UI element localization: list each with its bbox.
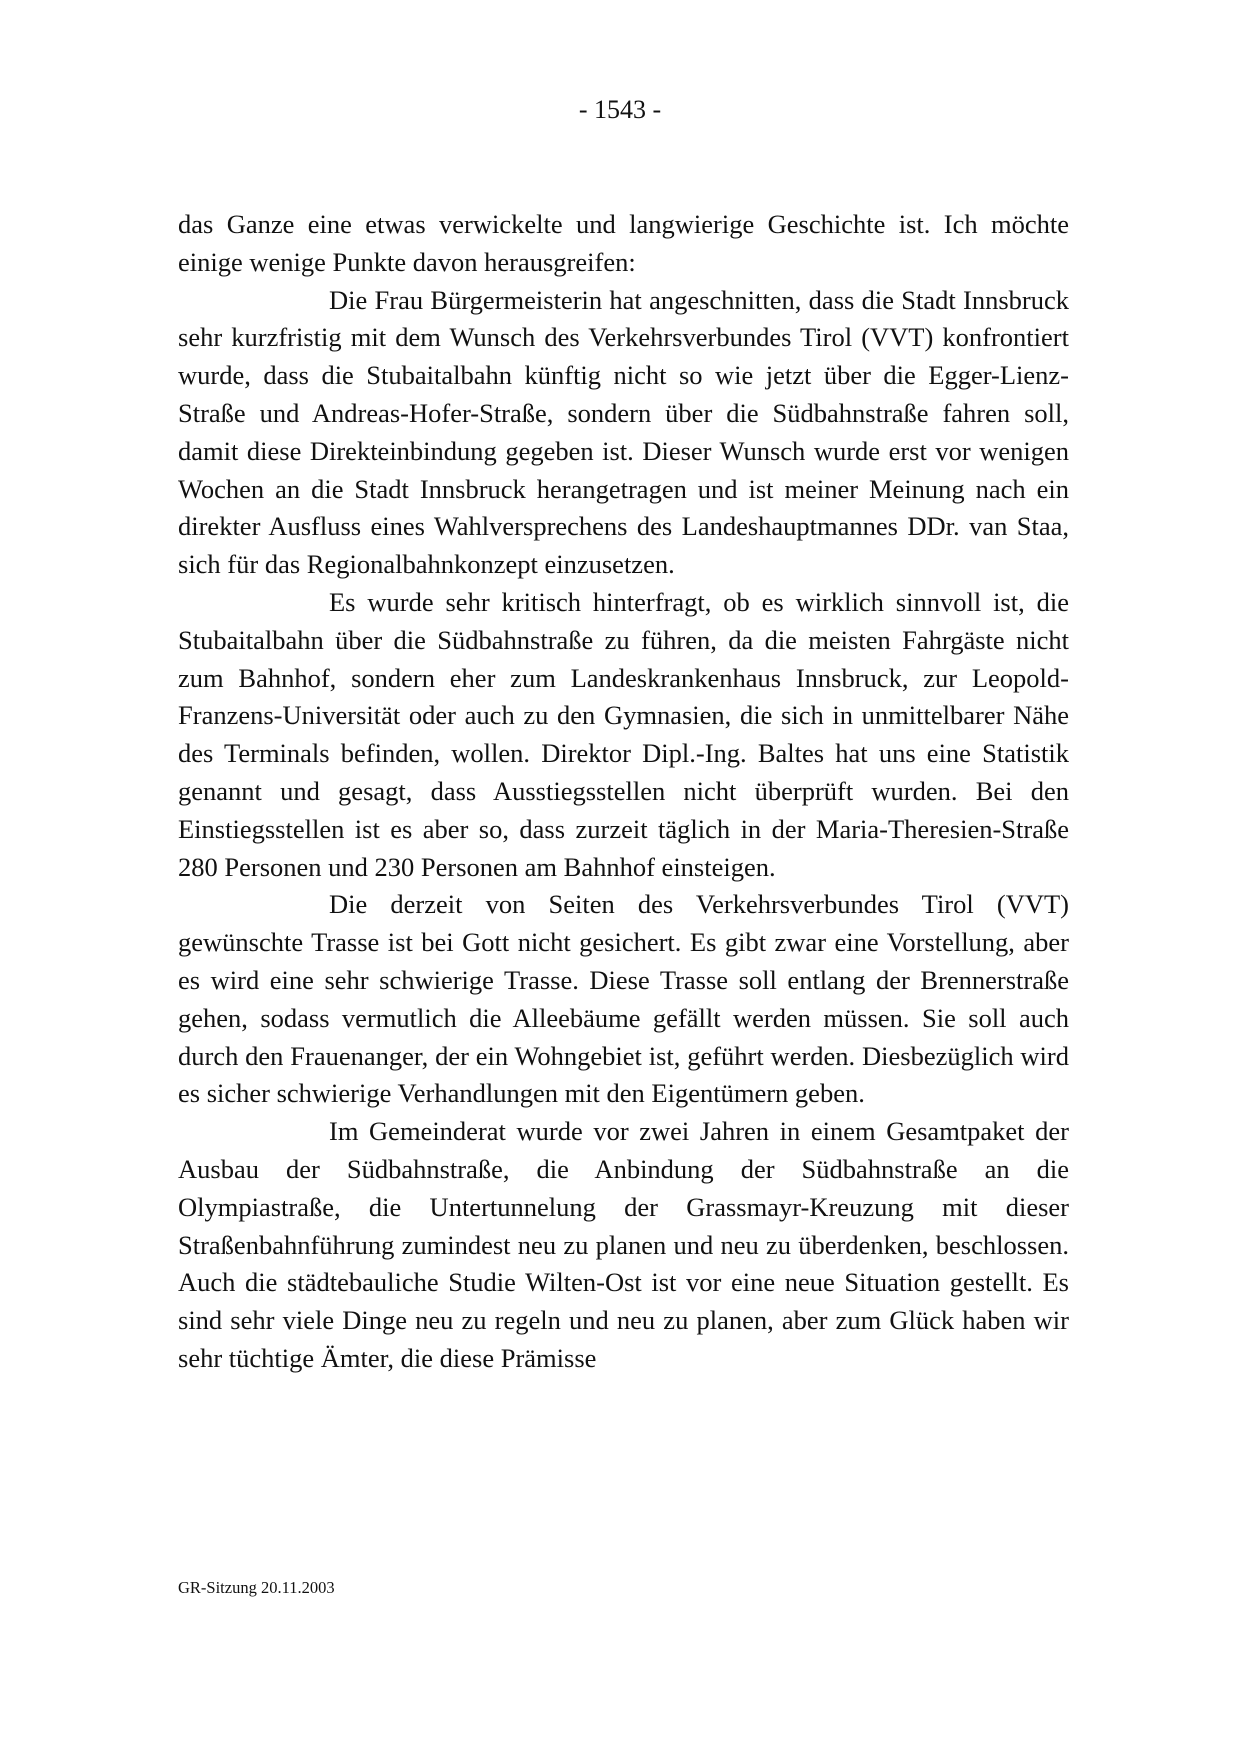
paragraph: Im Gemeinderat wurde vor zwei Jahren in einem Gesamtpaket der Ausbau der Südbahnstraße, die Anbindung der Südbahnstraße an die Olympiastraße, die Untertunnelung der Grassmayr-Kreuzung mit dieser Straßenbahnführung zumindest neu zu planen und neu zu überdenken, beschlossen. Auch die städtebauliche Studie Wilten-Ost ist vor eine neue Situation gestellt. Es sind sehr viele Dinge neu zu regeln und neu zu planen, aber zum Glück haben wir sehr tüchtige Ämter, die diese Prämisse (178, 1116, 1069, 1373)
paragraph-continuation: das Ganze eine etwas verwickelte und langwierige Geschichte ist. Ich möchte einige wenige Punkte davon herausgreifen: (178, 209, 1069, 277)
paragraph: Die Frau Bürgermeisterin hat angeschnitten, dass die Stadt Innsbruck sehr kurzfristig mit dem Wunsch des Verkehrsverbundes Tirol (VVT) konfrontiert wurde, dass die Stubaitalbahn künftig nicht so wie jetzt über die Egger-Lienz-Straße und Andreas-Hofer-Straße, sondern über die Südbahnstraße fahren soll, damit diese Direkteinbindung gegeben ist. Dieser Wunsch wurde erst vor wenigen Wochen an die Stadt Innsbruck herangetragen und ist meiner Meinung nach ein direkter Ausfluss eines Wahlversprechens des Landeshauptmannes DDr. van Staa, sich für das Regionalbahnkonzept einzusetzen. (178, 284, 1069, 580)
document-body (178, 206, 1069, 1378)
paragraph: Die derzeit von Seiten des Verkehrsverbundes Tirol (VVT) gewünschte Trasse ist bei Gott nicht gesichert. Es gibt zwar eine Vorstellung, aber es wird eine sehr schwierige Trasse. Diese Trasse soll entlang der Brennerstraße gehen, sodass vermutlich die Alleebäume gefällt werden müssen. Sie soll auch durch den Frauenanger, der ein Wohngebiet ist, geführt werden. Diesbezüglich wird es sicher schwierige Verhandlungen mit den Eigentümern geben. (178, 889, 1069, 1109)
page-footer: GR-Sitzung 20.11.2003 (178, 1578, 335, 1597)
page-number: - 1543 - (578, 95, 662, 124)
paragraph: Es wurde sehr kritisch hinterfragt, ob es wirklich sinnvoll ist, die Stubaitalbahn über die Südbahnstraße zu führen, da die meisten Fahrgäste nicht zum Bahnhof, sondern eher zum Landeskrankenhaus Innsbruck, zur Leopold-Franzens-Universität oder auch zu den Gymnasien, die sich in unmittelbarer Nähe des Terminals befinden, wollen. Direktor Dipl.-Ing. Baltes hat uns eine Statistik genannt und gesagt, dass Ausstiegsstellen nicht überprüft wurden. Bei den Einstiegsstellen ist es aber so, dass zurzeit täglich in der Maria-Theresien-Straße 280 Personen und 230 Personen am Bahnhof einsteigen. (178, 586, 1069, 882)
